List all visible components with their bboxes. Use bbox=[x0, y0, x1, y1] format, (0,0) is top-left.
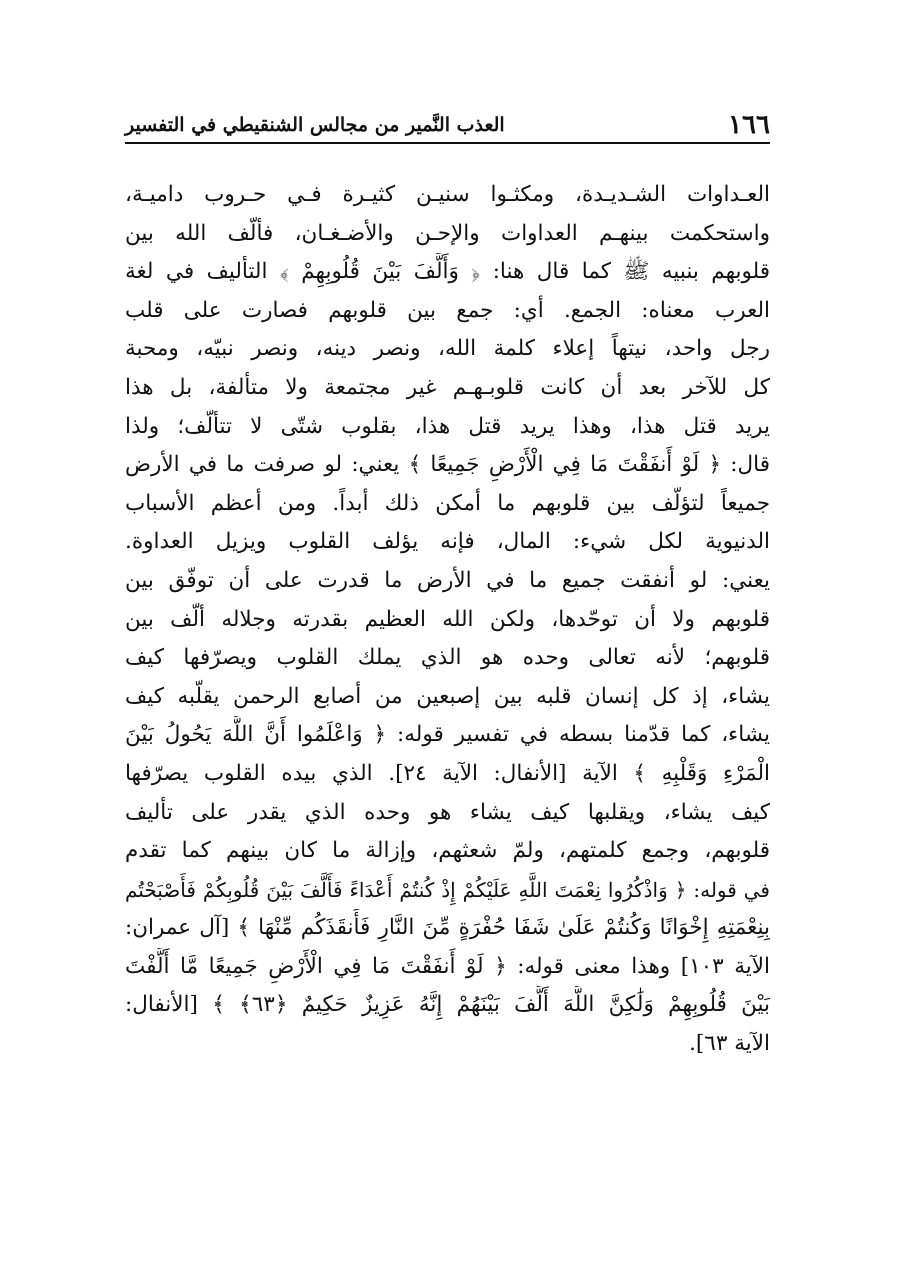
text-line: رجل واحد، نيتهاً إعلاء كلمة الله، ونصر دينه، ونصر نبيّه، ومحبة bbox=[125, 336, 770, 362]
text-line: قلوبهم، وجمع كلمتهم، ولمّ شعثهم، وإزالة ما كان بينهم كما تقدم bbox=[125, 838, 770, 864]
text-line: كل للآخر بعد أن كانت قلوبـهـم غير مجتمعة ولا متألفة، بل هذا bbox=[125, 374, 770, 400]
text-line: بَيْنَ قُلُوبِهِمْ وَلَٰكِنَّ اللَّهَ أَلَّفَ بَيْنَهُمْ إِنَّهُ عَزِيزٌ حَكِيمٌ ﴿٦٣﴾ ﴾ [الأنفال: bbox=[125, 992, 770, 1018]
text-line: بِنِعْمَتِهِ إِخْوَانًا وَكُنتُمْ عَلَىٰ شَفَا حُفْرَةٍ مِّنَ النَّارِ فَأَنقَذَكُم مِّنْهَا ﴾ [آل عمران: bbox=[125, 915, 770, 941]
text-line: الْمَرْءِ وَقَلْبِهِ ﴾ الآية [الأنفال: الآية ٢٤]. الذي بيده القلوب يصرّفها bbox=[125, 760, 770, 786]
text-line: جميعاً لتؤلّف بين قلوبهم ما أمكن ذلك أبداً. ومن أعظم الأسباب bbox=[125, 490, 770, 516]
text-line: قلوبهم؛ لأنه تعالى وحده هو الذي يملك القلوب ويصرّفها كيف bbox=[125, 645, 770, 671]
text-line: قلوبهم بنبيه ﷺ كما قال هنا: ﴿ وَأَلَّفَ بَيْنَ قُلُوبِهِمْ ﴾ التأليف في لغة bbox=[125, 259, 770, 285]
text-line: العرب معناه: الجمع. أي: جمع بين قلوبهم فصارت على قلب bbox=[125, 297, 770, 323]
running-header bbox=[125, 100, 770, 144]
body-text bbox=[125, 176, 770, 1064]
text-line: العـداوات الشـديـدة، ومكثـوا سنيـن كثيـرة فـي حـروب داميـة، bbox=[125, 182, 770, 207]
text-line: الدنيوية لكل شيء: المال، فإنه يؤلف القلوب ويزيل العداوة. bbox=[125, 529, 770, 555]
text-line: قال: ﴿ لَوْ أَنفَقْتَ مَا فِي الْأَرْضِ جَمِيعًا ﴾ يعني: لو صرفت ما في الأرض bbox=[125, 452, 770, 478]
book-title: العذب النَّمير من مجالس الشنقيطي في التفسير bbox=[125, 114, 505, 136]
text-line: الآية ١٠٣] وهذا معنى قوله: ﴿ لَوْ أَنفَقْتَ مَا فِي الْأَرْضِ جَمِيعًا مَّا أَلَّفْتَ bbox=[125, 953, 770, 979]
text-line: في قوله: ﴿ وَاذْكُرُوا نِعْمَتَ اللَّهِ عَلَيْكُمْ إِذْ كُنتُمْ أَعْدَاءً فَأَلَّفَ بَيْنَ قُلُوبِكُمْ فَأَصْبَحْتُم bbox=[125, 877, 770, 902]
text-line: يشاء، كما قدّمنا بسطه في تفسير قوله: ﴿ وَاعْلَمُوا أَنَّ اللَّهَ يَحُولُ بَيْنَ bbox=[125, 722, 770, 748]
text-line: الآية ٦٣]. bbox=[689, 1031, 770, 1057]
text-line: يعني: لو أنفقت جميع ما في الأرض ما قدرت على أن توفّق بين bbox=[125, 567, 770, 593]
text-line: كيف يشاء، ويقلبها كيف يشاء هو وحده الذي يقدر على تأليف bbox=[125, 799, 770, 825]
text-line: واستحكمت بينهـم العداوات والإحـن والأضـغـان، فألّف الله بين bbox=[125, 220, 770, 246]
text-line: يريد قتل هذا، وهذا يريد قتل هذا، بقلوب شتّى لا تتألّف؛ ولذا bbox=[125, 413, 770, 439]
page-number: ١٦٦ bbox=[728, 110, 770, 140]
text-line: يشاء، إذ كل إنسان قلبه بين إصبعين من أصابع الرحمن يقلّبه كيف bbox=[125, 683, 770, 709]
text-line: قلوبهم ولا أن توحّدها، ولكن الله العظيم بقدرته وجلاله ألّف بين bbox=[125, 606, 770, 632]
document-page bbox=[125, 100, 770, 1180]
